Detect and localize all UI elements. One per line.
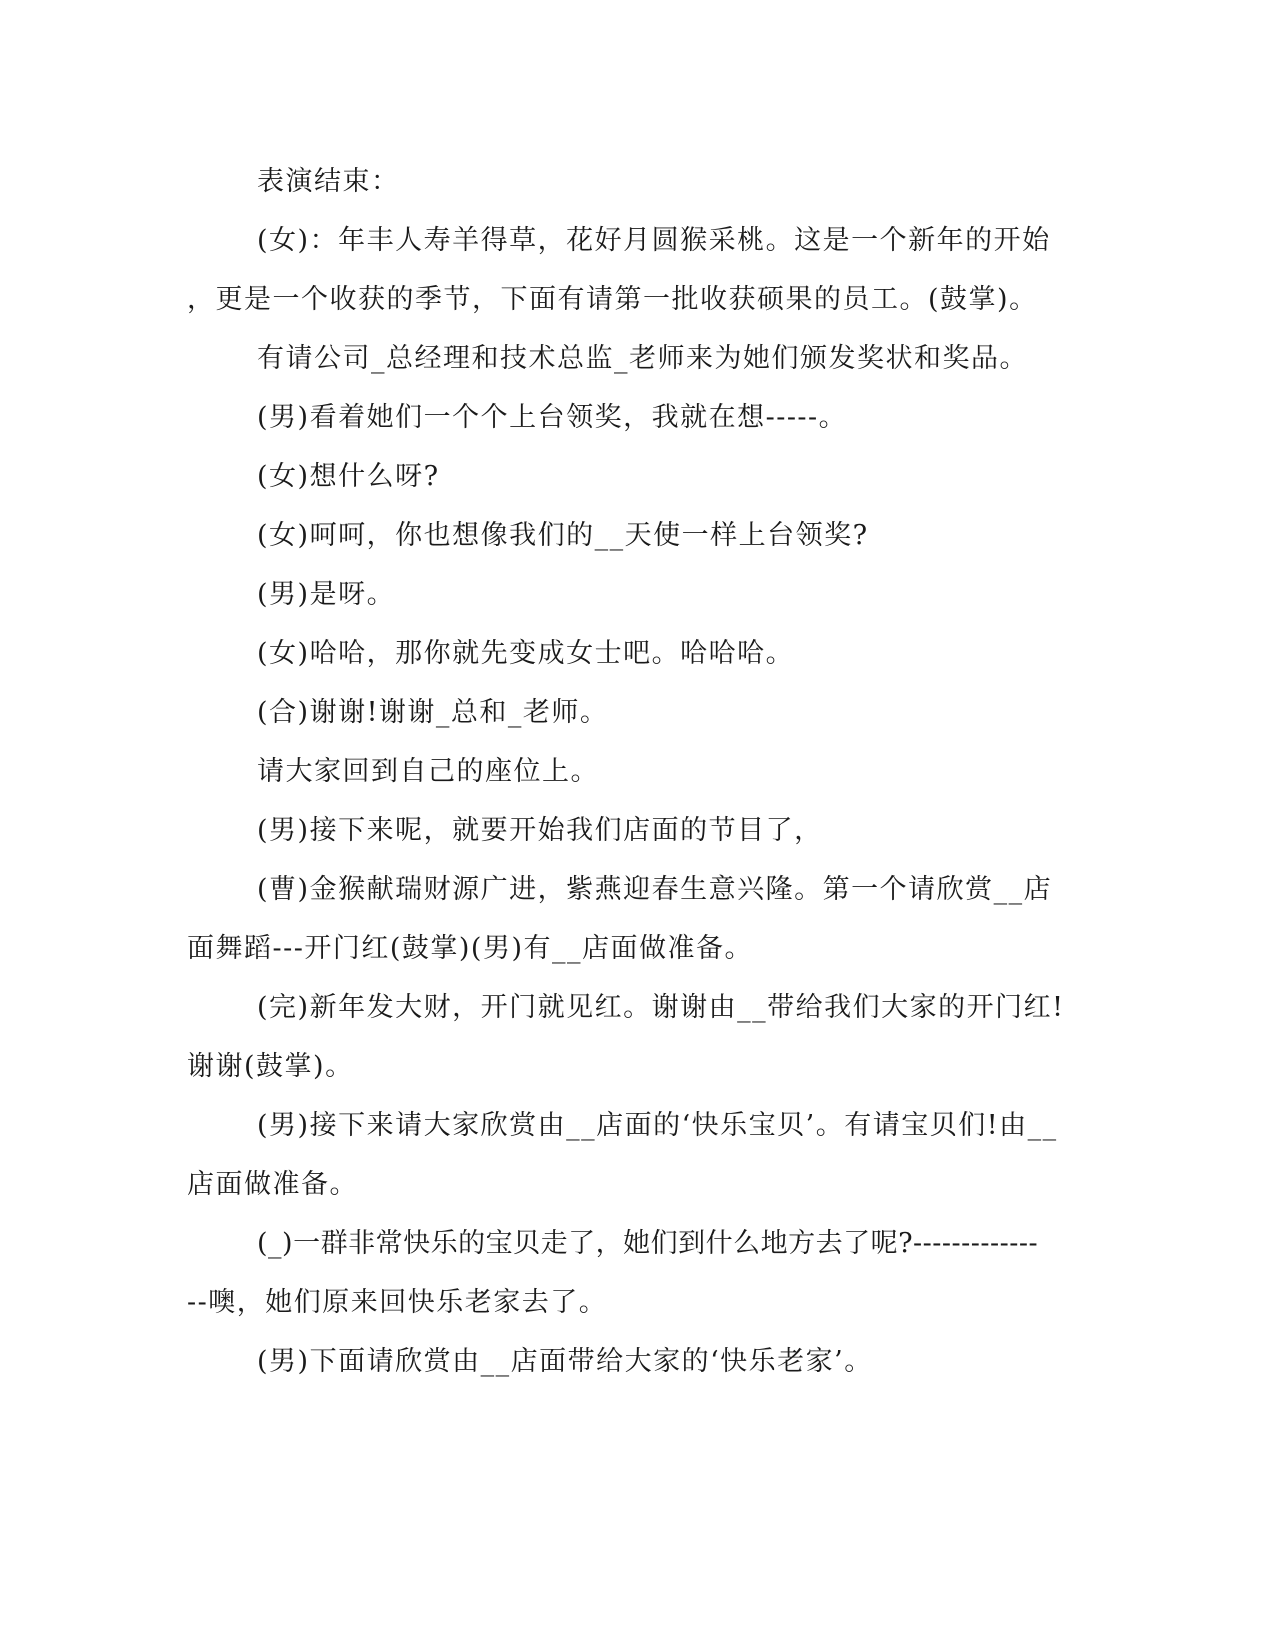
text-line: (男)看着她们一个个上台领奖，我就在想-----。 (257, 402, 848, 433)
text-line: 表演结束： (257, 166, 400, 197)
text-line: 面舞蹈---开门红(鼓掌)(男)有__店面做准备。 (187, 933, 754, 964)
text-line: (曹)金猴献瑞财源广进，紫燕迎春生意兴隆。第一个请欣赏__店 (257, 874, 1053, 905)
text-line: (男)下面请欣赏由__店面带给大家的‘快乐老家’。 (257, 1346, 873, 1377)
text-line: 有请公司_总经理和技术总监_老师来为她们颁发奖状和奖品。 (257, 343, 1028, 374)
text-line: --噢，她们原来回快乐老家去了。 (187, 1287, 608, 1318)
text-line: (男)是呀。 (257, 579, 396, 610)
text-line: (男)接下来请大家欣赏由__店面的‘快乐宝贝’。有请宝贝们!由__ (257, 1110, 1058, 1141)
text-line: 店面做准备。 (187, 1169, 358, 1200)
text-line: (女)：年丰人寿羊得草，花好月圆猴采桃。这是一个新年的开始 (257, 225, 1051, 256)
text-line: (女)呵呵，你也想像我们的__天使一样上台领奖? (257, 520, 869, 551)
text-line: (男)接下来呢，就要开始我们店面的节目了， (257, 815, 823, 846)
text-line: (完)新年发大财，开门就见红。谢谢由__带给我们大家的开门红! (257, 992, 1065, 1023)
text-line: 请大家回到自己的座位上。 (257, 756, 599, 787)
text-line: (合)谢谢!谢谢_总和_老师。 (257, 697, 609, 728)
text-line: (女)哈哈，那你就先变成女士吧。哈哈哈。 (257, 638, 795, 669)
text-line: ，更是一个收获的季节，下面有请第一批收获硕果的员工。(鼓掌)。 (187, 284, 1038, 315)
text-line: 谢谢(鼓掌)。 (187, 1051, 354, 1082)
text-line: (女)想什么呀? (257, 461, 440, 492)
text-line: (_)一群非常快乐的宝贝走了，她们到什么地方去了呢?------------- (257, 1228, 1039, 1259)
